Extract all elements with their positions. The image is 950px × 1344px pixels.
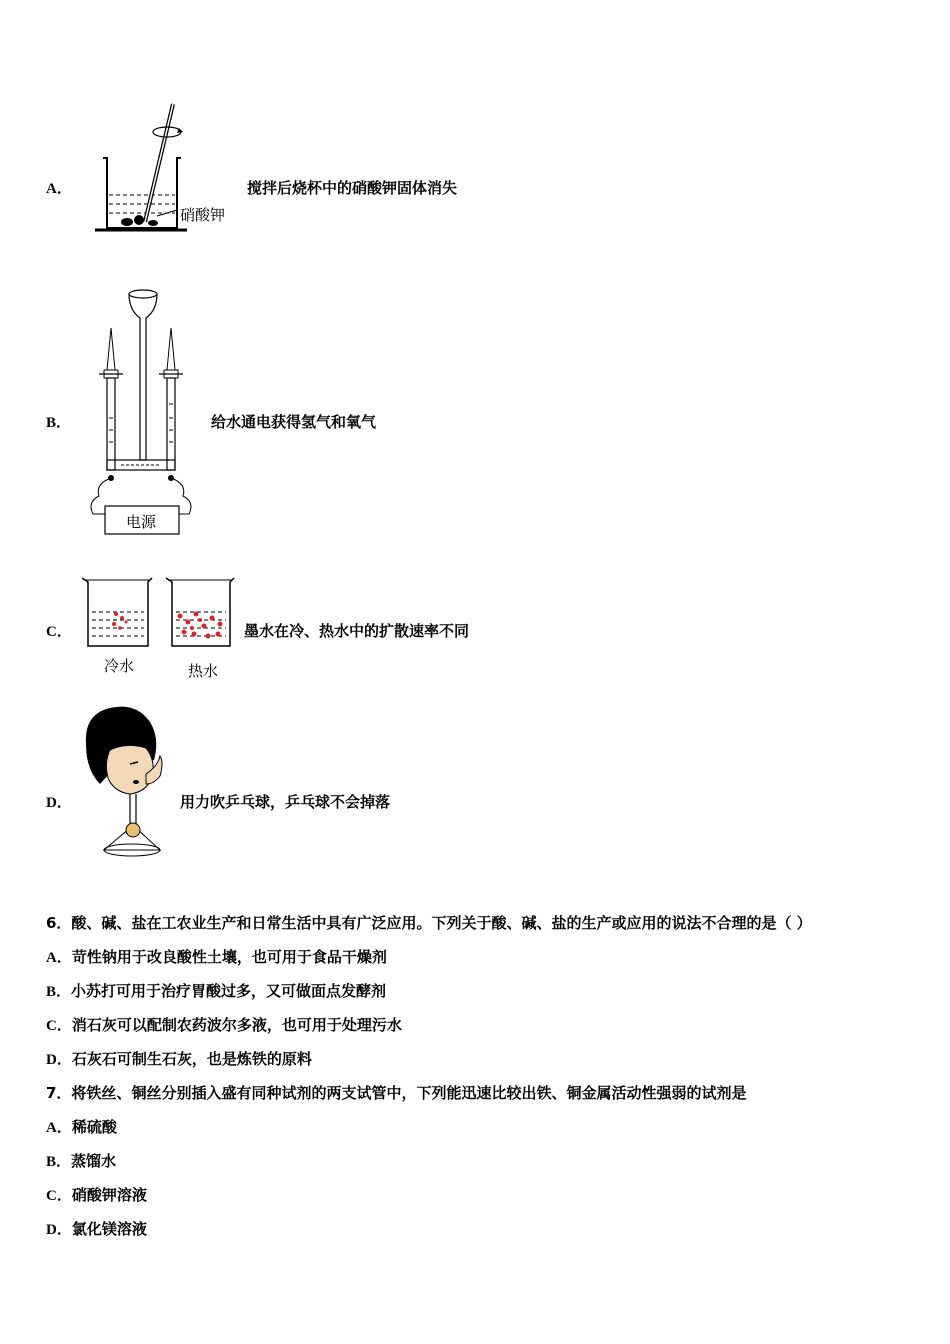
question-6-option-b[interactable] bbox=[46, 980, 386, 1001]
hot-water-label: 热水 bbox=[188, 662, 219, 680]
option-text: 消石灰可以配制农药波尔多液，也可用于处理污水 bbox=[71, 1016, 402, 1034]
question-7-option-a[interactable] bbox=[46, 1116, 117, 1137]
option-text: 苛性钠用于改良酸性土壤，也可用于食品干燥剂 bbox=[71, 948, 387, 966]
option-a-letter: A． bbox=[46, 181, 72, 197]
question-6-option-a[interactable] bbox=[46, 946, 387, 967]
question-7-option-d[interactable] bbox=[46, 1218, 147, 1239]
option-text: 蒸馏水 bbox=[71, 1152, 117, 1170]
option-b-text: 给水通电获得氢气和氧气 bbox=[211, 413, 377, 431]
cold-water-label: 冷水 bbox=[104, 657, 135, 675]
option-a-text: 搅拌后烧杯中的硝酸钾固体消失 bbox=[247, 179, 458, 197]
option-letter: A． bbox=[46, 950, 72, 966]
option-d-text: 用力吹乒乓球，乒乓球不会掉落 bbox=[180, 793, 391, 811]
electrolysis-apparatus-figure bbox=[85, 288, 205, 540]
option-text: 石灰石可制生石灰，也是炼铁的原料 bbox=[71, 1050, 312, 1068]
ink-diffusion-figure bbox=[80, 576, 240, 656]
option-text: 小苏打可用于治疗胃酸过多，又可做面点发酵剂 bbox=[71, 982, 387, 1000]
question-6-option-c[interactable] bbox=[46, 1014, 402, 1035]
question-6-option-d[interactable] bbox=[46, 1048, 312, 1069]
option-letter: C． bbox=[46, 1188, 72, 1204]
question-7-option-b[interactable] bbox=[46, 1150, 116, 1171]
option-text: 氯化镁溶液 bbox=[71, 1220, 147, 1238]
option-text: 稀硫酸 bbox=[71, 1118, 117, 1136]
power-supply-label: 电源 bbox=[126, 513, 157, 531]
option-letter: D． bbox=[46, 1052, 72, 1068]
option-b-letter: B． bbox=[46, 415, 72, 431]
option-c-text: 墨水在冷、热水中的扩散速率不同 bbox=[244, 622, 470, 640]
option-letter: C． bbox=[46, 1018, 72, 1034]
option-d-letter: D． bbox=[46, 795, 72, 811]
option-letter: A． bbox=[46, 1120, 72, 1136]
question-6-stem: 6．酸、碱、盐在工农业生产和日常生活中具有广泛应用。下列关于酸、碱、盐的生产或应用的说法不合理的是（ ） bbox=[46, 914, 812, 932]
blowing-ball-figure bbox=[80, 704, 180, 864]
question-7-option-c[interactable] bbox=[46, 1184, 147, 1205]
potassium-nitrate-label: 硝酸钾 bbox=[180, 206, 226, 224]
option-letter: D． bbox=[46, 1222, 72, 1238]
option-letter: B． bbox=[46, 1154, 72, 1170]
option-text: 硝酸钾溶液 bbox=[71, 1186, 147, 1204]
question-7-stem: 7．将铁丝、铜丝分别插入盛有同种试剂的两支试管中，下列能迅速比较出铁、铜金属活动性强弱的试剂是 bbox=[46, 1084, 747, 1102]
option-letter: B． bbox=[46, 984, 72, 1000]
option-c-letter: C． bbox=[46, 624, 72, 640]
